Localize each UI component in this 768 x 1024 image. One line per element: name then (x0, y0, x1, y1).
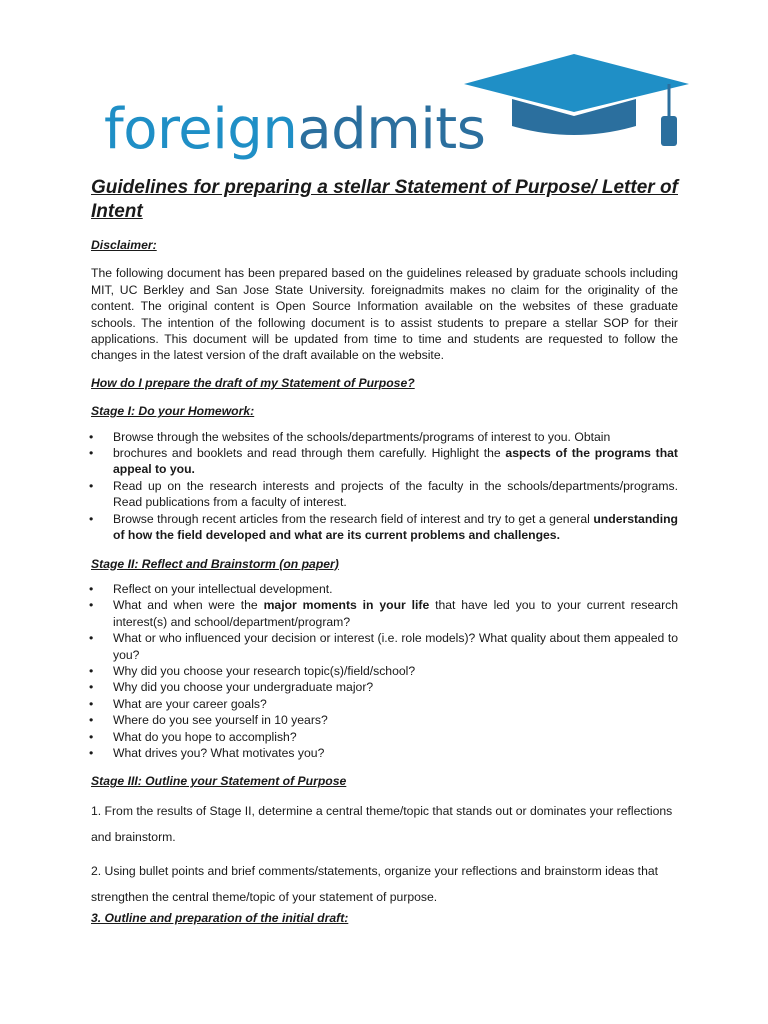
foreignadmits-logo (104, 54, 684, 164)
list-item: • What drives you? What motivates you? (89, 745, 325, 760)
list-item: • Browse through recent articles from the research field of interest and try to get a general understanding of how the field developed and what are its current problems and challenges. (89, 511, 678, 543)
list-item: • What are your career goals? (89, 696, 267, 711)
bullet-icon: • (89, 478, 94, 493)
list-item: • What do you hope to accomplish? (89, 729, 297, 744)
stage2-list (91, 581, 678, 761)
list-item: • Read up on the research interests and projects of the faculty in the schools/departments/programs. Read publications from a faculty of interest. (89, 478, 678, 510)
bullet-icon: • (89, 663, 94, 678)
logo-wordmark (104, 98, 485, 162)
bullet-icon: • (89, 729, 94, 744)
stage2-heading: Stage II: Reflect and Brainstorm (on paper) (91, 556, 339, 571)
stage3-item-2: 2. Using bullet points and brief comments/statements, organize your reflections and brainstorm ideas that strengthen the central theme/topic of your statement of purpose. (91, 863, 659, 904)
disclaimer-text: The following document has been prepared based on the guidelines released by graduate schools including MIT, UC Berkley and San Jose State University. foreignadmits makes no claim for the originality of the content. The original content is Open Source Information available on the websites of these graduate schools. The intention of the following document is to assist students to prepare a stellar SOP for their applications. This document will be updated from time to time and students are requested to follow the changes in the latest version of the draft available on the website. (91, 266, 678, 363)
list-item: • Reflect on your intellectual development. (89, 581, 333, 596)
bullet-icon: • (89, 581, 94, 596)
list-item: • Where do you see yourself in 10 years? (89, 713, 328, 728)
logo-part-foreign: foreign (104, 97, 298, 162)
bullet-icon: • (89, 631, 94, 646)
bullet-icon: • (89, 429, 94, 444)
list-item: • Why did you choose your research topic(s)/field/school? (89, 663, 416, 678)
bullet-icon: • (89, 745, 94, 760)
graduation-cap-icon (464, 54, 694, 149)
logo-part-admits: admits (297, 97, 486, 162)
list-item: • What and when were the major moments in your life that have led you to your current research interest(s) and school/department/program? (89, 598, 678, 629)
document-body (91, 176, 678, 926)
bullet-icon: • (89, 511, 94, 526)
bullet-icon: • (89, 713, 94, 728)
bullet-icon: • (89, 446, 94, 461)
document-title: Guidelines for preparing a stellar Statement of Purpose/ Letter of Intent (91, 177, 678, 222)
stage1-list (91, 429, 678, 544)
list-item: • brochures and booklets and read through them carefully. Highlight the aspects of the programs that appeal to you. (89, 446, 678, 477)
bullet-icon: • (89, 598, 94, 613)
bullet-icon: • (89, 680, 94, 695)
stage3-item-1: 1. From the results of Stage II, determine a central theme/topic that stands out or dominates your reflections and brainstorm. (91, 803, 673, 844)
list-item: • What or who influenced your decision or interest (i.e. role models)? What quality about them appealed to you? (89, 631, 678, 662)
stage3-heading: Stage III: Outline your Statement of Purpose (91, 774, 347, 789)
question-heading: How do I prepare the draft of my Statement of Purpose? (91, 375, 415, 390)
bullet-icon: • (89, 696, 94, 711)
disclaimer-heading: Disclaimer: (91, 238, 157, 252)
list-item: • Browse through the websites of the schools/departments/programs of interest to you. Obtain (89, 429, 611, 444)
list-item: • Why did you choose your undergraduate major? (89, 680, 374, 695)
stage1-heading: Stage I: Do your Homework: (91, 404, 255, 419)
stage4-heading: 3. Outline and preparation of the initial draft: (91, 910, 349, 925)
